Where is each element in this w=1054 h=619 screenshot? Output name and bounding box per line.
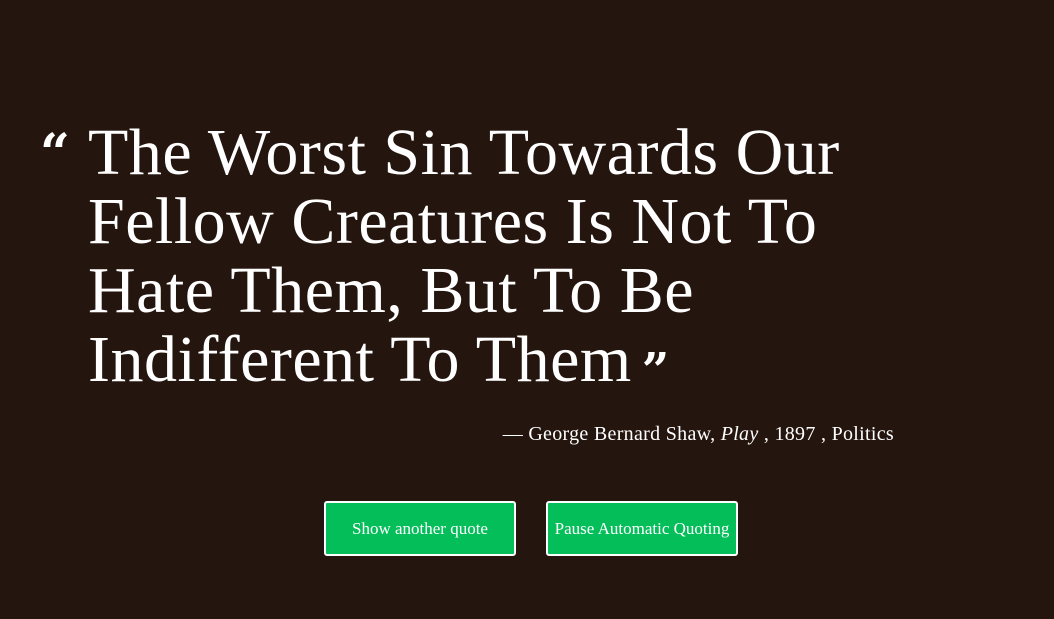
show-another-quote-button[interactable]: Show another quote (324, 501, 516, 556)
quote-text (88, 116, 908, 399)
quote-block (40, 116, 920, 399)
pause-automatic-quoting-button[interactable]: Pause Automatic Quoting (546, 501, 738, 556)
attribution (503, 423, 894, 446)
author-name: George Bernard Shaw, (528, 423, 716, 445)
close-quote-icon: ” (641, 343, 670, 399)
quote-body: The Worst Sin Towards Our Fellow Creatures Is Not To Hate Them, But To Be Indifferent To Them (88, 116, 840, 396)
attribution-dash: — (502, 423, 523, 445)
source-title: Play (720, 423, 759, 445)
quote-year: , 1897 (763, 423, 816, 445)
open-quote-icon: “ (40, 123, 70, 184)
quote-category: , Politics (820, 423, 894, 445)
